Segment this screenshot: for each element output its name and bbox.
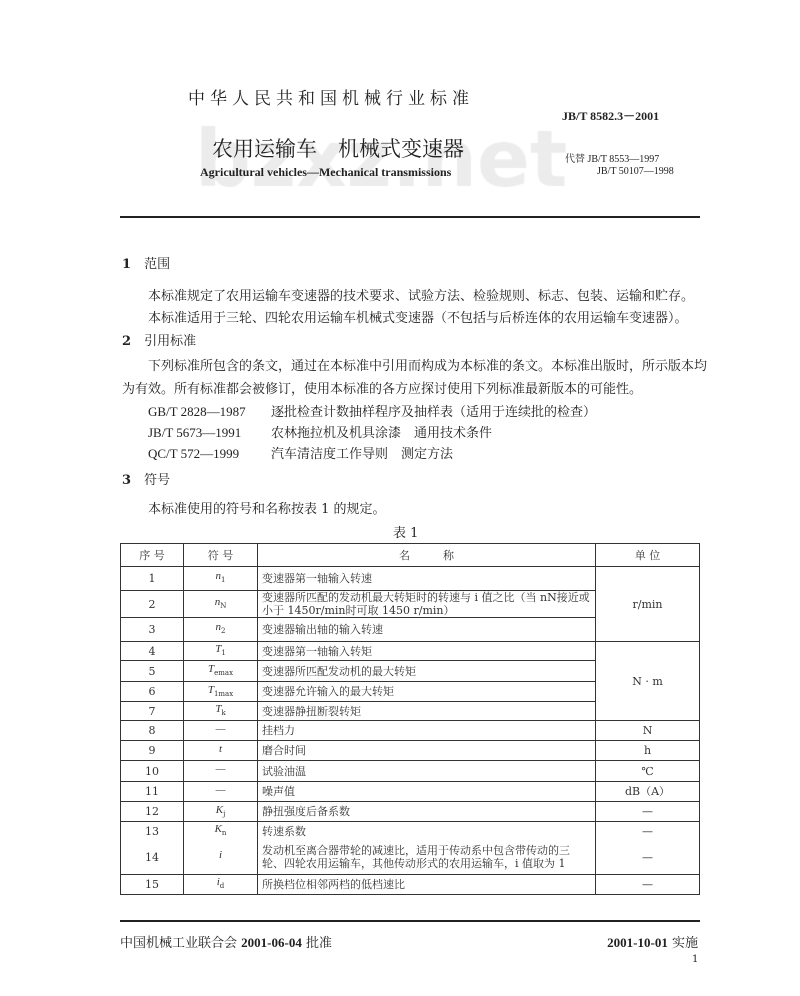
table-row [121, 761, 700, 782]
symbol-cell: i [184, 841, 258, 875]
table-row [121, 875, 700, 895]
header-cell: 符 号 [184, 544, 258, 567]
symbol-cell: $n_N$ [184, 591, 258, 618]
name-cell: 试验油温 [258, 761, 596, 782]
row-number: 9 [121, 741, 184, 761]
name-cell: 变速器允许输入的最大转矩 [258, 682, 596, 702]
row-number: 13 [121, 822, 184, 841]
unit-cell: dB（A） [596, 782, 700, 802]
table-row [121, 721, 700, 741]
row-number: 11 [121, 782, 184, 802]
symbol-cell: $T_{1max}$ [184, 682, 258, 702]
replaces: 代替 JB/T 8553—1997 [565, 154, 660, 165]
unit-cell: — [596, 822, 700, 841]
name-cell: 挂档力 [258, 721, 596, 741]
paragraph: 本标准规定了农用运输车变速器的技术要求、试验方法、检验规则、标志、包装、运输和贮存。 [148, 289, 695, 304]
unit-cell: — [596, 802, 700, 822]
table-row [121, 642, 700, 661]
paragraph: 本标准使用的符号和名称按表 1 的规定。 [148, 502, 386, 517]
table-row [121, 567, 700, 591]
standard-code: JB/T 8582.3－2001 [562, 109, 660, 123]
header-cell: 单 位 [596, 544, 700, 567]
reference-item: QC/T 572—1999 汽车清洁度工作导则 测定方法 [148, 446, 454, 462]
section-1-heading: 1 范围 [122, 257, 171, 272]
symbol-cell: $n_2$ [184, 618, 258, 642]
standard-org: 中华人民共和国机械行业标准 [188, 89, 474, 109]
paragraph: 为有效。所有标准都会被修订，使用本标准的各方应探讨使用下列标准最新版本的可能性。 [122, 382, 643, 397]
row-number: 1 [121, 567, 184, 591]
unit-cell: r/min [596, 567, 700, 642]
replaces-2: JB/T 50107—1998 [597, 166, 674, 177]
table-row [121, 822, 700, 841]
unit-cell: ℃ [596, 761, 700, 782]
symbol-cell: $K_n$ [184, 822, 258, 841]
name-cell: 所换档位相邻两档的低档速比 [258, 875, 596, 895]
name-cell: 噪声值 [258, 782, 596, 802]
paragraph: 本标准适用于三轮、四轮农用运输车机械式变速器（不包括与后桥连体的农用运输车变速器）。 [148, 311, 688, 326]
symbol-cell: $i_d$ [184, 875, 258, 895]
row-number: 15 [121, 875, 184, 895]
row-number: 14 [121, 841, 184, 875]
name-cell: 发动机至离合器带轮的减速比，适用于传动系中包含带传动的三轮、四轮农用运输车，其他传动形式的农用运输车，i 值取为 1 [258, 841, 596, 875]
symbol-cell: — [184, 782, 258, 802]
reference-item: GB/T 2828—1987 逐批检查计数抽样程序及抽样表（适用于连续批的检查） [148, 404, 597, 420]
header-cell: 序 号 [121, 544, 184, 567]
unit-cell: N [596, 721, 700, 741]
symbol-cell: $T_{emax}$ [184, 661, 258, 682]
name-cell: 变速器第一轴输入转速 [258, 567, 596, 591]
name-cell: 变速器所匹配的发动机最大转矩时的转速与 i 值之比（当 nN接近或小于 1450r/min时可取 1450 r/min） [258, 591, 596, 618]
symbol-cell: — [184, 721, 258, 741]
approval: 中国机械工业联合会 2001-06-04 批准 [120, 935, 332, 951]
symbol-cell: t [184, 741, 258, 761]
symbol-cell: $n_1$ [184, 567, 258, 591]
row-number: 12 [121, 802, 184, 822]
footer-rule [120, 920, 700, 922]
symbol-cell: $K_j$ [184, 802, 258, 822]
symbol-cell: $T_1$ [184, 642, 258, 661]
row-number: 5 [121, 661, 184, 682]
table-row [121, 802, 700, 822]
section-3-heading: 3 符号 [122, 473, 171, 488]
reference-item: JB/T 5673—1991 农林拖拉机及机具涂漆 通用技术条件 [148, 425, 493, 441]
name-cell: 变速器输出轴的输入转速 [258, 618, 596, 642]
symbol-cell: $T_k$ [184, 702, 258, 721]
page-number: 1 [692, 954, 699, 965]
table-header-row [121, 544, 700, 567]
row-number: 2 [121, 591, 184, 618]
unit-cell: — [596, 875, 700, 895]
symbols-table [120, 543, 700, 895]
name-cell: 变速器所匹配发动机的最大转矩 [258, 661, 596, 682]
table-row [121, 841, 700, 875]
row-number: 3 [121, 618, 184, 642]
row-number: 4 [121, 642, 184, 661]
table-row [121, 741, 700, 761]
name-cell: 静扭强度后备系数 [258, 802, 596, 822]
unit-cell: — [596, 841, 700, 875]
paragraph: 下列标准所包含的条文，通过在本标准中引用而构成为本标准的条文。本标准出版时，所示版本均 [148, 359, 708, 374]
implementation: 2001-10-01 实施 [607, 935, 698, 951]
row-number: 7 [121, 702, 184, 721]
row-number: 10 [121, 761, 184, 782]
unit-cell: h [596, 741, 700, 761]
header-rule [120, 216, 700, 218]
table-row [121, 782, 700, 802]
title-cn: 农用运输车 机械式变速器 [212, 137, 464, 161]
name-cell: 变速器静扭断裂转矩 [258, 702, 596, 721]
section-2-heading: 2 引用标准 [122, 334, 197, 349]
title-en: Agricultural vehicles—Mechanical transmissions [200, 165, 452, 179]
symbol-cell: — [184, 761, 258, 782]
name-cell: 变速器第一轴输入转矩 [258, 642, 596, 661]
row-number: 8 [121, 721, 184, 741]
name-cell: 磨合时间 [258, 741, 596, 761]
row-number: 6 [121, 682, 184, 702]
unit-cell: N · m [596, 642, 700, 721]
name-cell: 转速系数 [258, 822, 596, 841]
header-cell: 名 称 [258, 544, 596, 567]
table-caption: 表 1 [393, 526, 419, 541]
